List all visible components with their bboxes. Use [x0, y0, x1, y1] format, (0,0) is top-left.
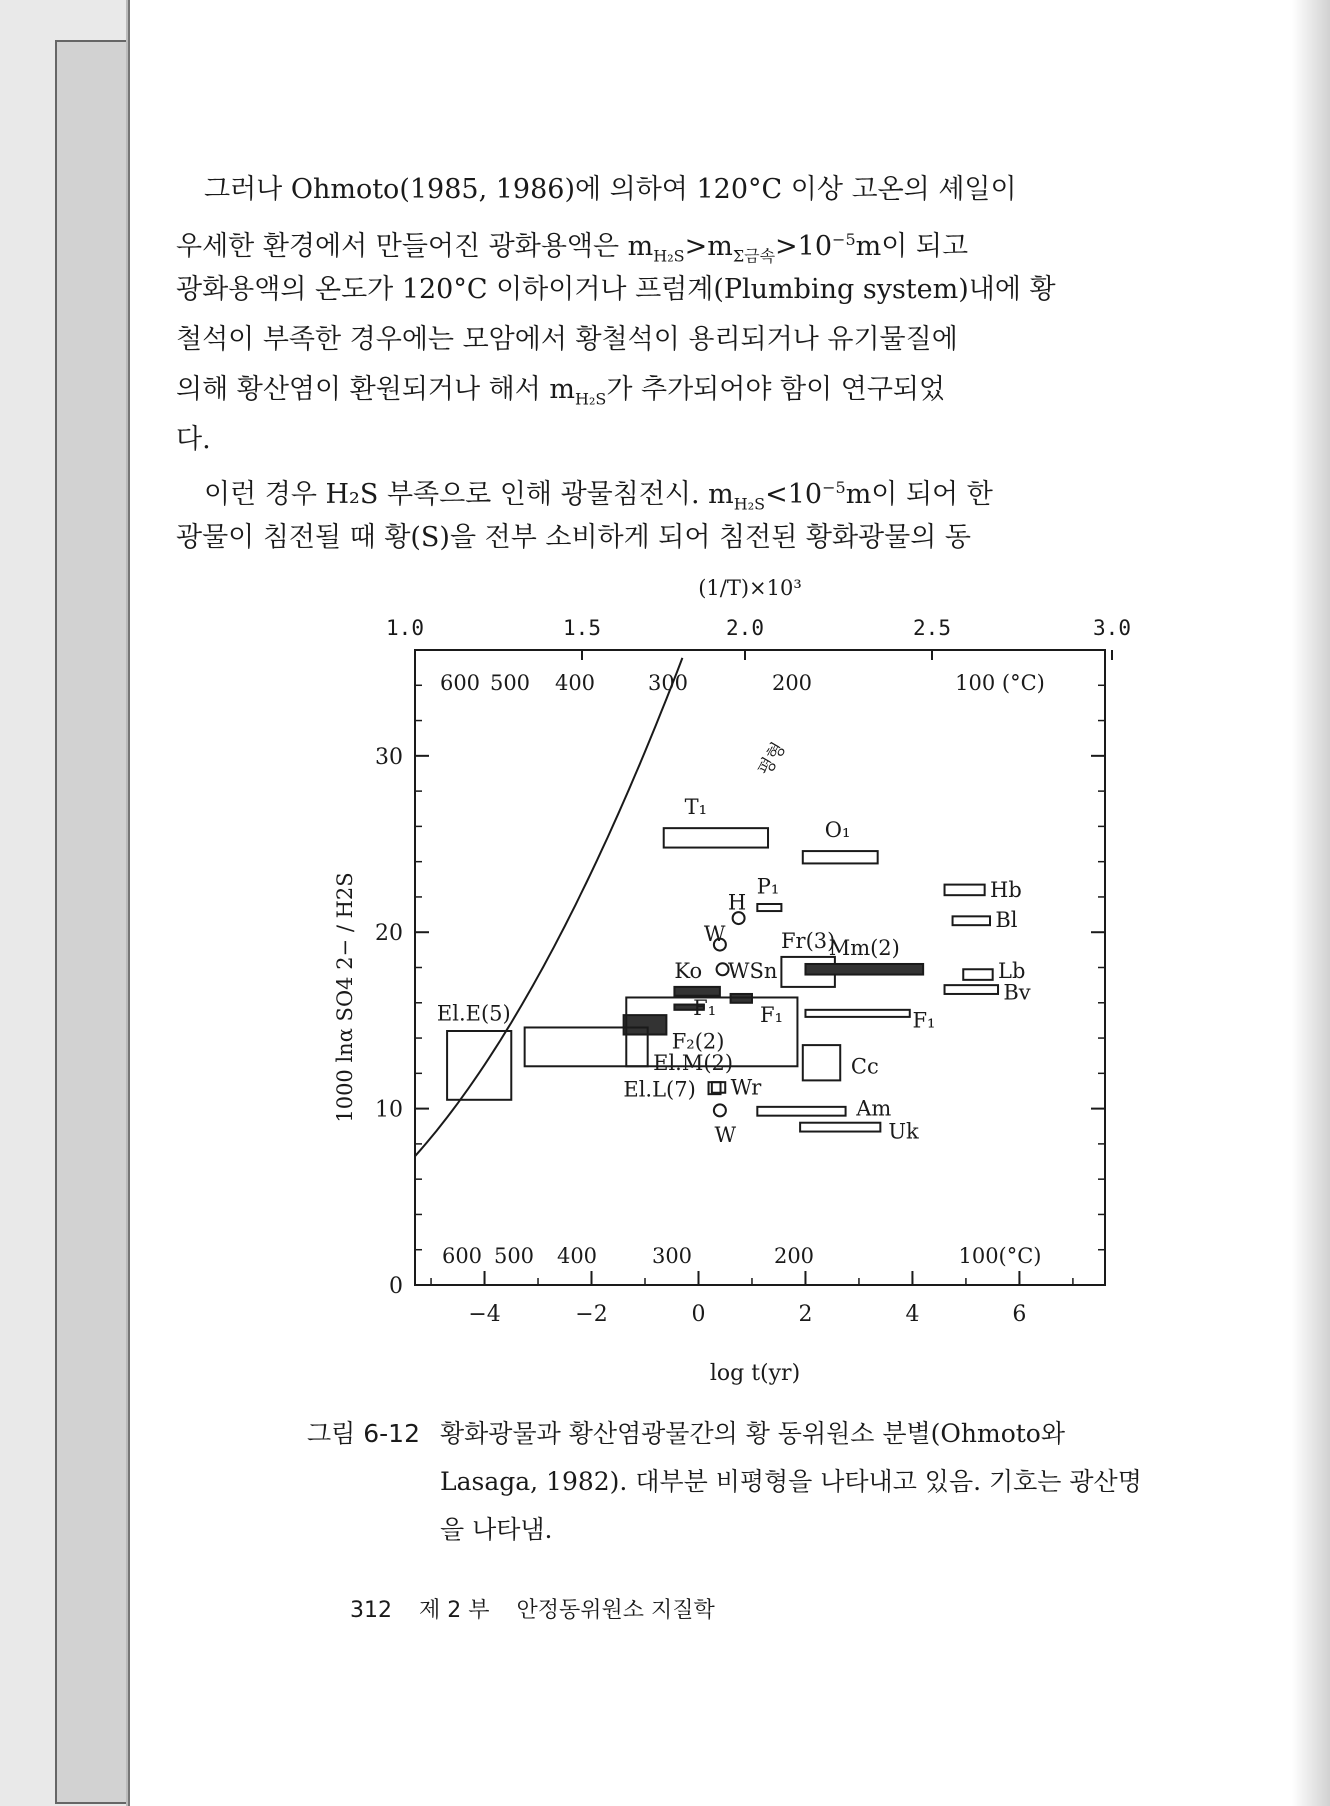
deposit-label: T₁	[684, 795, 708, 820]
deposit-box	[803, 851, 878, 863]
x-tick-label: 4	[905, 1302, 920, 1327]
temperature-label-bottom: 200	[773, 1244, 815, 1268]
text-line: 의해 황산염이 환원되거나 해서 $m_{H_2S}$가 추가되어야 함이 연구되었	[176, 374, 946, 409]
text-line: 광화용액의 온도가 120°C 이하이거나 프럼계(Plumbing system)내에 황	[176, 274, 1056, 305]
point-label: WSn	[727, 959, 778, 984]
deposit-label: El.E(5)	[436, 1001, 511, 1026]
x-tick-label: −2	[575, 1302, 608, 1327]
temperature-label-bottom: 400	[556, 1244, 598, 1268]
deposit-box	[803, 1045, 840, 1080]
deposit-label: P₁	[756, 874, 780, 899]
deposit-label: Cc	[850, 1054, 879, 1079]
deposit-box	[757, 1107, 845, 1116]
deposit-marker	[717, 963, 729, 975]
x-tick-label: 6	[1012, 1302, 1027, 1327]
y-tick-label: 20	[375, 921, 403, 947]
point-label: H	[727, 890, 747, 915]
text-line: 그러나 Ohmoto(1985, 1986)에 의하여 120°C 이상 고온의 셰일이	[204, 174, 1017, 205]
part-label: 제 2 부	[419, 1598, 490, 1623]
deposit-box	[945, 885, 985, 896]
deposit-label: Mm(2)	[828, 936, 900, 961]
text-line: 광물이 침전될 때 황(S)을 전부 소비하게 되어 침전된 황화광물의 동	[176, 522, 971, 553]
caption-label: 그림 6-12	[307, 1419, 420, 1448]
top-axis-label: (1/T)×10³	[698, 576, 802, 600]
paragraph-2	[176, 463, 1148, 563]
point-label: F₁	[760, 1003, 783, 1028]
temperature-label-bottom: 300	[651, 1244, 693, 1268]
deposit-label: F₂(2)	[671, 1029, 725, 1054]
deposit-label: Bl	[995, 907, 1018, 932]
deposit-label: Fr(3)	[780, 929, 836, 954]
deposit-box	[945, 985, 998, 994]
deposit-label: O₁	[824, 817, 851, 842]
deposit-box	[757, 904, 781, 911]
text-line: 철석이 부족한 경우에는 모암에서 황철석이 용리되거나 유기물질에	[176, 324, 958, 355]
book-side-edge	[55, 40, 134, 1804]
text-line: 우세한 환경에서 만들어진 광화용액은 $m_{H_2S}>m_{\Sigma 금속}>10^{-5}m$이 되고	[176, 230, 969, 265]
book-section-title: 안정동위원소 지질학	[516, 1598, 715, 1623]
temperature-label-top: 200	[771, 671, 813, 695]
deposit-label: El.M(2)	[653, 1050, 734, 1075]
deposit-label: F₁	[912, 1008, 936, 1033]
deposit-box	[447, 1031, 511, 1100]
deposit-label: Bv	[1003, 980, 1031, 1005]
equilibrium-curve-label: 평형	[754, 738, 790, 780]
deposit-box	[805, 1010, 909, 1017]
point-label: W	[703, 922, 726, 947]
deposit-label: Lb	[998, 959, 1026, 984]
deposit-marker	[714, 1104, 726, 1116]
temperature-label-top: 400	[554, 671, 596, 695]
point-label: Wr	[730, 1075, 762, 1100]
temperature-label-top: 600	[439, 671, 481, 695]
x-tick-label: −4	[468, 1302, 501, 1327]
point-label: Ko	[674, 959, 703, 984]
deposit-box	[805, 964, 923, 975]
text-line: 다.	[176, 424, 211, 455]
deposit-label: El.L(7)	[623, 1077, 696, 1102]
deposit-box	[963, 969, 992, 980]
y-tick-label: 10	[375, 1097, 403, 1123]
top-tick-label: 3.0	[1093, 616, 1131, 640]
deposit-label: Uk	[888, 1119, 919, 1144]
deposit-box	[674, 987, 719, 996]
caption-line: 을 나타냄.	[440, 1515, 553, 1544]
page-number: 312	[350, 1598, 392, 1623]
caption-line: 황화광물과 황산염광물간의 황 동위원소 분별(Ohmoto와	[440, 1419, 1065, 1448]
figure-6-12	[300, 575, 1160, 1395]
temperature-label-bottom: 600	[441, 1244, 483, 1268]
caption-line: Lasaga, 1982). 대부분 비평형을 나타내고 있음. 기호는 광산명	[440, 1467, 1142, 1496]
deposit-box	[624, 1015, 667, 1034]
text-line: 이런 경우 H₂S 부족으로 인해 광물침전시. $m_{H_2S}<10^{-5}m$이 되어 한	[204, 478, 993, 513]
temperature-label-top: 500	[489, 671, 531, 695]
x-tick-label: 2	[798, 1302, 813, 1327]
top-tick-label: 2.0	[726, 616, 764, 640]
top-tick-label: 1.5	[563, 616, 601, 640]
point-label: F₁	[693, 996, 717, 1021]
paragraph-1	[176, 165, 1148, 465]
deposit-box	[712, 1082, 725, 1093]
top-tick-label: 1.0	[386, 616, 424, 640]
caption-body	[440, 1410, 1147, 1554]
y-axis-label: 1000 lnα SO4 2− / H2S	[333, 872, 357, 1123]
top-tick-label: 2.5	[913, 616, 951, 640]
deposit-label: Hb	[990, 877, 1022, 902]
temperature-label-top: 100 (°C)	[955, 671, 1045, 695]
x-axis-label: log t(yr)	[709, 1361, 801, 1386]
temperature-label-bottom: 100(°C)	[958, 1244, 1042, 1268]
deposit-label: Am	[856, 1096, 892, 1121]
point-label: W	[714, 1123, 737, 1148]
isotope-fractionation-chart	[300, 575, 1160, 1395]
x-tick-label: 0	[691, 1302, 706, 1327]
page-gutter-shadow	[1292, 0, 1330, 1806]
deposit-box	[800, 1123, 880, 1132]
temperature-label-top: 300	[647, 671, 689, 695]
page-footer	[350, 1593, 735, 1624]
y-tick-label: 0	[389, 1274, 403, 1299]
temperature-label-bottom: 500	[493, 1244, 535, 1268]
deposit-box	[953, 916, 990, 925]
deposit-box	[664, 828, 768, 847]
y-tick-label: 30	[375, 744, 403, 770]
